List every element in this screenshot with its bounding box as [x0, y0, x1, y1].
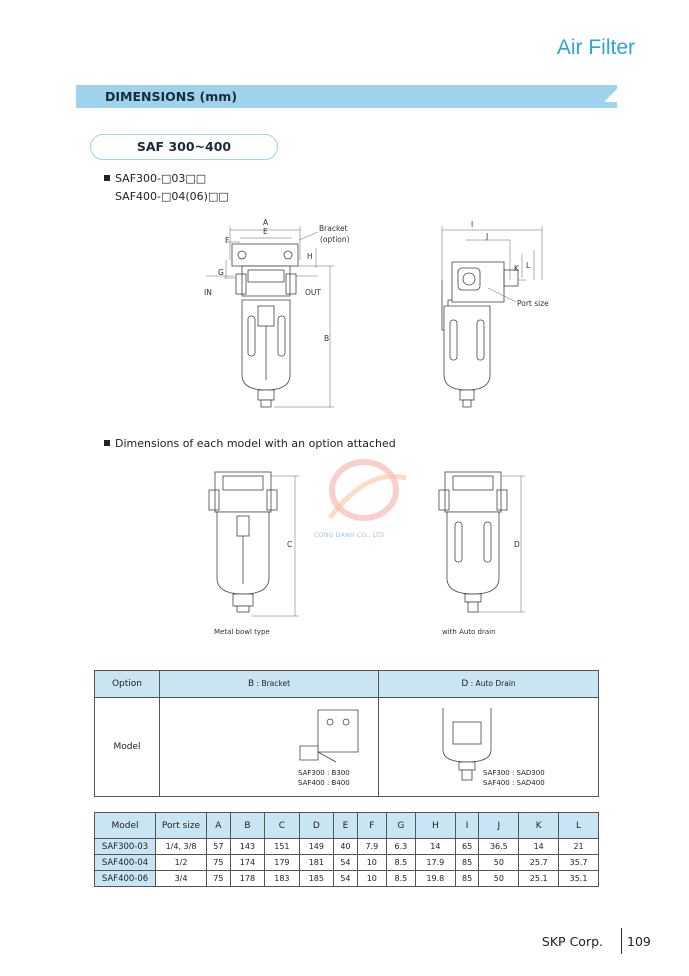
dim-label-k: K	[514, 264, 519, 273]
table-cell: 143	[230, 839, 264, 855]
label-in: IN	[204, 288, 212, 297]
table-cell: 54	[334, 871, 358, 887]
col-header: I	[455, 813, 479, 839]
col-header: F	[357, 813, 386, 839]
dim-label-l: L	[526, 261, 531, 270]
table-cell: 149	[299, 839, 333, 855]
table-cell: 54	[334, 855, 358, 871]
label-port-size: Port size	[517, 299, 549, 308]
dim-label-b: B	[324, 334, 330, 343]
option-drain-header: D : Auto Drain	[379, 671, 599, 698]
dim-label-i: I	[471, 220, 474, 229]
table-cell: 75	[207, 871, 231, 887]
metal-bowl-drawing	[205, 466, 310, 621]
table-cell: SAF400-04	[95, 855, 156, 871]
caption-auto-drain: with Auto drain	[442, 628, 496, 636]
label-bracket-option: (option)	[320, 235, 350, 244]
page-number: 109	[627, 934, 651, 949]
bracket-icon	[296, 706, 366, 766]
dim-label-h: H	[307, 252, 313, 261]
front-view-drawing	[196, 220, 356, 415]
label-out: OUT	[305, 288, 321, 297]
table-cell: 25.1	[519, 871, 559, 887]
table-cell: 57	[207, 839, 231, 855]
table-cell: 25.7	[519, 855, 559, 871]
dim-label-c: C	[287, 540, 293, 549]
col-header: Port size	[156, 813, 207, 839]
table-row	[95, 839, 599, 855]
label-bracket: Bracket	[319, 224, 348, 233]
table-cell: 6.3	[386, 839, 415, 855]
table-cell: 50	[479, 871, 519, 887]
table-cell: 10	[357, 855, 386, 871]
table-cell: 14	[415, 839, 455, 855]
options-heading: Dimensions of each model with an option attached	[104, 437, 396, 450]
table-cell: 19.8	[415, 871, 455, 887]
corner-triangle-icon	[604, 89, 617, 102]
col-header: K	[519, 813, 559, 839]
drain-model-300: SAF300 : SAD300	[483, 769, 545, 777]
bracket-model-400: SAF400 : B400	[298, 779, 350, 787]
col-header: E	[334, 813, 358, 839]
table-cell: 40	[334, 839, 358, 855]
table-cell: 35.7	[559, 855, 599, 871]
table-cell: 178	[230, 871, 264, 887]
model-code-line-1: SAF300-□03□□	[104, 172, 206, 185]
table-cell: 151	[265, 839, 299, 855]
option-bracket-header: B : Bracket	[160, 671, 379, 698]
table-cell: 181	[299, 855, 333, 871]
footer-divider	[621, 928, 622, 954]
watermark-text: CONG DANH CO., LTD	[314, 531, 385, 539]
model-code-line-2: SAF400-□04(06)□□	[115, 190, 229, 203]
table-cell: 50	[479, 855, 519, 871]
col-header: G	[386, 813, 415, 839]
col-header: B	[230, 813, 264, 839]
table-cell: 75	[207, 855, 231, 871]
section-title: DIMENSIONS (mm)	[105, 89, 238, 104]
table-cell: SAF300-03	[95, 839, 156, 855]
col-header: H	[415, 813, 455, 839]
table-cell: 8.5	[386, 871, 415, 887]
table-header-row	[95, 813, 599, 839]
col-header: D	[299, 813, 333, 839]
table-cell: 185	[299, 871, 333, 887]
col-header: Model	[95, 813, 156, 839]
table-cell: 14	[519, 839, 559, 855]
table-cell: 1/4, 3/8	[156, 839, 207, 855]
dim-label-g: G	[218, 268, 224, 277]
col-header: A	[207, 813, 231, 839]
drain-cell	[379, 698, 599, 797]
table-row	[95, 855, 599, 871]
dim-label-j: J	[486, 232, 489, 241]
page-title: Air Filter	[556, 36, 635, 59]
table-cell: 21	[559, 839, 599, 855]
table-cell: 179	[265, 855, 299, 871]
table-cell: 17.9	[415, 855, 455, 871]
table-row	[95, 871, 599, 887]
side-view-drawing	[430, 220, 560, 415]
dimension-table	[94, 812, 599, 887]
table-cell: SAF400-06	[95, 871, 156, 887]
table-cell: 1/2	[156, 855, 207, 871]
table-cell: 85	[455, 871, 479, 887]
dim-label-d: D	[514, 540, 520, 549]
caption-metal-bowl: Metal bowl type	[214, 628, 270, 636]
col-header: L	[559, 813, 599, 839]
table-cell: 3/4	[156, 871, 207, 887]
watermark-logo-icon	[322, 448, 412, 528]
col-header: J	[479, 813, 519, 839]
series-label: SAF 300~400	[90, 134, 278, 160]
col-header: C	[265, 813, 299, 839]
drain-model-400: SAF400 : SAD400	[483, 779, 545, 787]
table-cell: 10	[357, 871, 386, 887]
bracket-cell	[160, 698, 379, 797]
bracket-model-300: SAF300 : B300	[298, 769, 350, 777]
table-cell: 65	[455, 839, 479, 855]
bullet-square-icon	[104, 175, 110, 181]
table-cell: 8.5	[386, 855, 415, 871]
dim-label-f: F	[225, 236, 230, 245]
table-cell: 183	[265, 871, 299, 887]
dim-label-e: E	[263, 227, 268, 236]
table-cell: 174	[230, 855, 264, 871]
table-cell: 36.5	[479, 839, 519, 855]
bullet-square-icon	[104, 440, 110, 446]
auto-drain-drawing	[435, 466, 535, 621]
table-cell: 7.9	[357, 839, 386, 855]
dim-label-a: A	[263, 218, 269, 227]
table-cell: 85	[455, 855, 479, 871]
option-header: Option	[95, 671, 160, 698]
table-cell: 35.1	[559, 871, 599, 887]
model-label: Model	[95, 698, 160, 797]
footer-company: SKP Corp.	[541, 934, 603, 949]
option-table	[94, 670, 599, 797]
